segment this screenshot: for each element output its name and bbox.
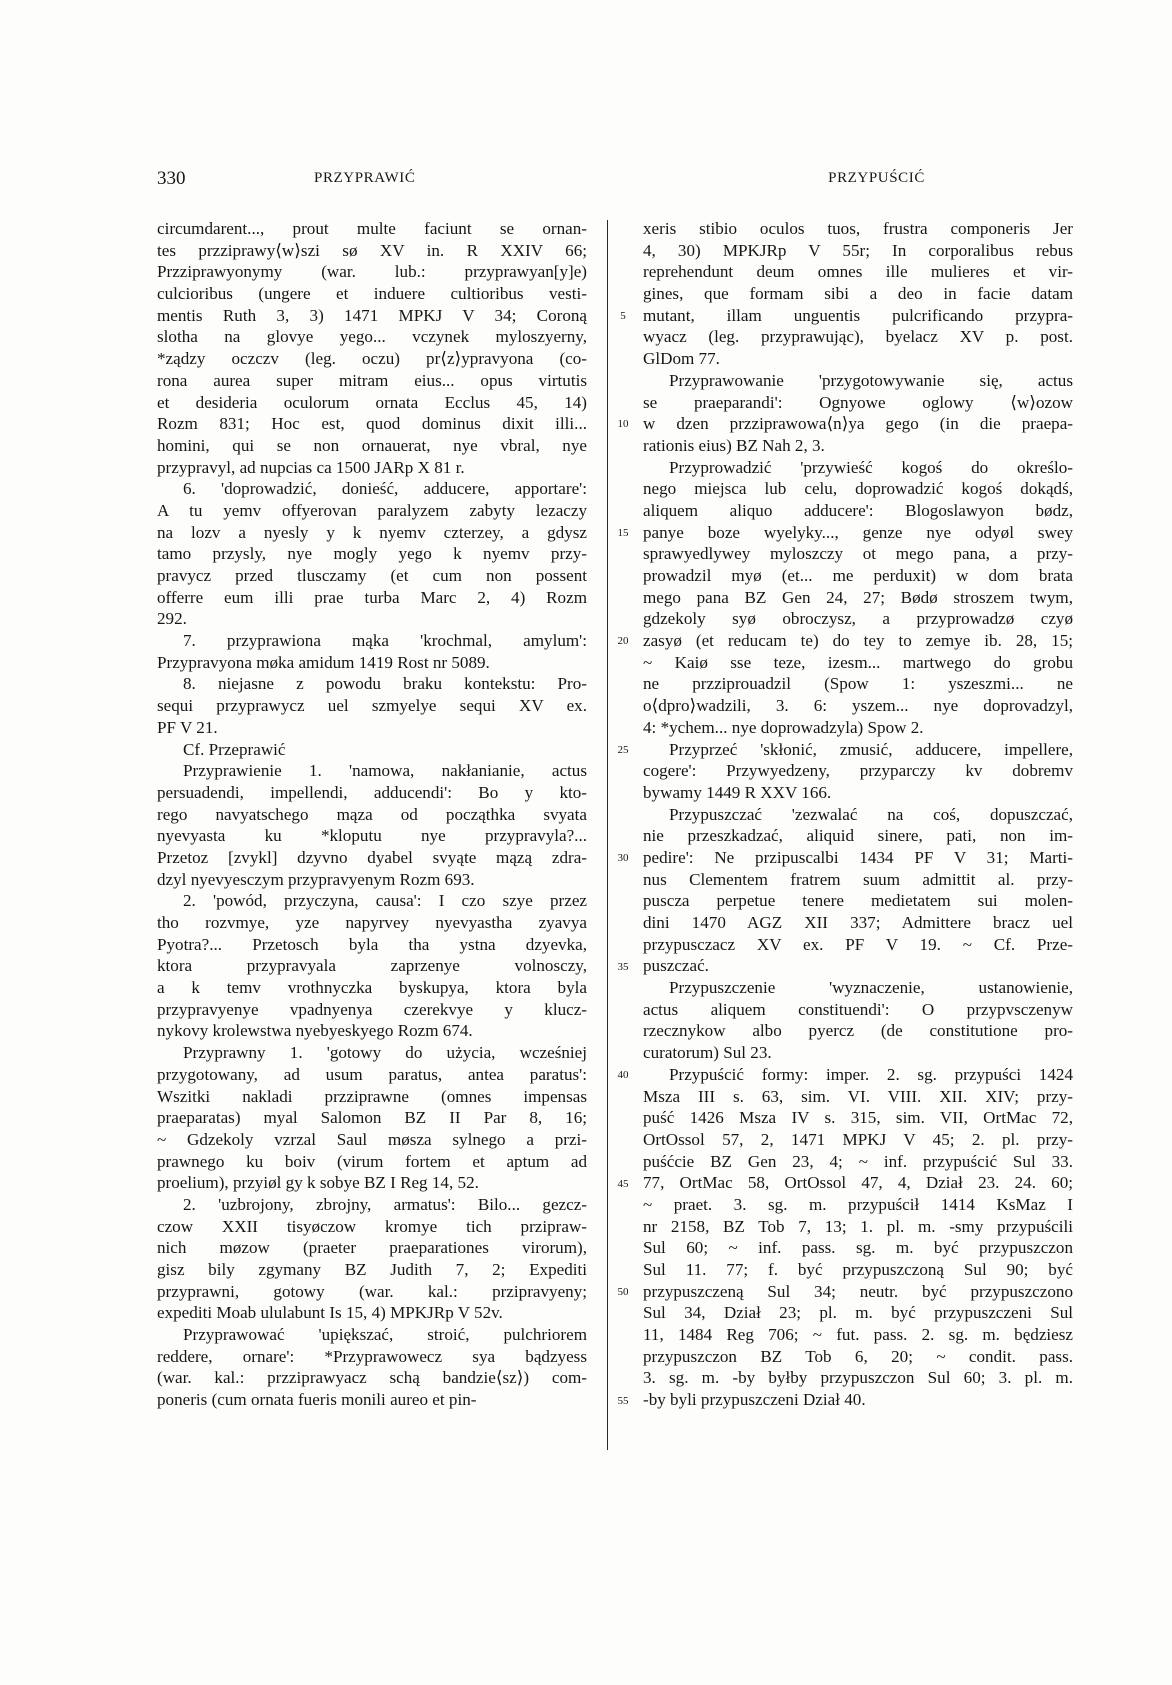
text-line: rego navyatschego mąza od począthka svyata [157,804,587,824]
line-number: 35 [617,960,629,973]
text-line: przypravyenye vpadnyenya czerekvye y klucz- [157,999,587,1019]
text-line: 11, 1484 Reg 706; ~ fut. pass. 2. sg. m. będziesz [643,1325,1073,1345]
text-line: 2. 'uzbrojony, zbrojny, armatus': Bilo... gezcz- [183,1194,587,1214]
text-line: panye boze wyelyky..., genze nye odyøl swey [643,522,1073,542]
text-line: prowadzil myø (et... me perduxit) w dom brata [643,566,1073,585]
text-line: nich møzow (praeter praeparationes virorum), [157,1238,587,1258]
text-line: slotha na glovye yego... vczynek myloszyerny, [157,327,587,347]
text-line: expediti Moab ululabunt Is 15, 4) MPKJRp V 52v. [157,1303,503,1323]
text-line: puśćcie BZ Gen 23, 4; ~ inf. przypuścić Sul 33. [643,1151,1073,1171]
left-running-headword: PRZYPRAWIĆ [314,170,416,186]
text-line: -by byli przypuszczeni Dział 40. [643,1390,866,1410]
text-line: dzyl nyevyesczym przypravyenym Rozm 693. [157,869,475,889]
line-number: 50 [617,1286,629,1299]
text-line: Przypuszczać 'zezwalać na coś, dopuszczać, [669,804,1073,824]
text-line: 8. niejasne z powodu braku kontekstu: Pro- [183,674,587,694]
right-column [643,218,1073,1411]
text-line: circumdarent..., prout multe faciunt se ornan- [157,219,587,238]
text-line: (war. kal.: przziprawyacz schą bandzie⟨sz⟩) com- [157,1368,587,1388]
line-number: 15 [617,526,629,539]
column-divider [607,220,608,1450]
right-running-headword: PRZYPUŚCIĆ [828,170,925,186]
text-line: sprawyedlywey myloszczy ot mego pana, a przy- [643,544,1073,564]
text-line: rationis eius) BZ Nah 2, 3. [643,435,825,455]
text-line: Cf. Przeprawić [183,739,286,759]
text-line: Przyprzeć 'skłonić, zmusić, adducere, impellere, [669,739,1073,759]
text-line: A tu yemv offyerovan paralyzem zabyty lezaczy [157,500,587,520]
text-line: tes przziprawy⟨w⟩szi sø XV in. R XXIV 66; [157,240,587,260]
text-line: Przypuszczenie 'wyznaczenie, ustanowienie, [669,978,1073,998]
line-number: 20 [617,635,629,648]
text-line: przypuszczeną Sul 34; neutr. być przypuszczono [643,1281,1073,1301]
text-line: ne przziprouadzil (Spow 1: yszeszmi... ne [643,674,1073,694]
text-line: Pyotra?... Przetosch byla tha ystna dzyevka, [157,934,587,954]
text-line: culcioribus (ungere et induere cultioribus vesti- [157,284,587,304]
line-number: 45 [617,1177,629,1190]
text-line: wyacz (leg. przyprawując), byelacz XV p. post. [643,327,1073,347]
text-line: cogere': Przywyedzeny, przyparczy kv dobremv [643,761,1073,781]
text-line: reddere, ornare': *Przyprawowecz sya bądzyess [157,1346,587,1366]
text-line: na lozv a nyesly y k nyemv czterzey, a gdysz [157,522,587,542]
left-column [157,218,587,1411]
text-line: tho rozvmye, yze napyrvey nyevyastha zyavya [157,913,587,932]
text-line: przyprawni, gotowy (war. kal.: przipravyeny; [157,1281,587,1301]
text-line: reprehendunt deum omnes ille mulieres et vir- [643,262,1073,282]
text-line: PF V 21. [157,717,218,737]
text-line: ~ Kaiø sse teze, izesm... martwego do grobu [643,652,1073,672]
text-line: nykovy krolewstwa nyebyeskyego Rozm 674. [157,1021,473,1041]
line-number: 55 [617,1394,629,1407]
text-line: Przyprawować 'upiększać, stroić, pulchriorem [183,1325,587,1345]
text-line: rzecznykow albo pyercz (de constitutione pro- [643,1021,1073,1041]
text-line: OrtOssol 57, 2, 1471 MPKJ V 45; 2. pl. przy- [643,1129,1073,1149]
text-line: czow XXII tisyøczow kromye tich przipraw- [157,1216,587,1236]
text-line: Sul 60; ~ inf. pass. sg. m. być przypuszczon [643,1238,1073,1258]
text-line: nus Clementem fratrem suum admittit al. przy- [643,869,1073,889]
text-line: puscza perpetue tenere medietatem sui molen- [643,891,1073,911]
line-number: 10 [617,418,629,431]
text-line: 292. [157,609,187,629]
text-line: rona aurea super mitram eius... opus virtutis [157,370,587,390]
text-line: mego pana BZ Gen 24, 27; Bødø stroszem twym, [643,587,1073,607]
text-line: poneris (cum ornata fueris monili aureo et pin- [157,1390,477,1410]
text-line: przypusczacz XV ex. PF V 19. ~ Cf. Prze- [643,934,1073,954]
text-line: Msza III s. 63, sim. VI. VIII. XII. XIV; przy- [643,1086,1073,1106]
text-line: mentis Ruth 3, 3) 1471 MPKJ V 34; Coroną [157,305,587,325]
text-line: nyevyasta ku *kloputu nye przypravyla?... [157,826,587,846]
text-line: ~ Gdzekoly vzrzal Saul møsza sylnego a przi- [157,1129,587,1149]
text-line: prawnego ku boiv (virum fortem et aptum ad [157,1151,587,1171]
text-line: a k temv vrothnyczka byskupya, ktora byla [157,978,587,998]
text-line: przypuszczon BZ Tob 6, 20; ~ condit. pass. [643,1346,1073,1366]
text-line: Sul 34, Dział 23; pl. m. być przypuszczeni Sul [643,1303,1073,1323]
text-line: bywamy 1449 R XXV 166. [643,782,832,802]
text-line: aliquem aliquo adducere': Blogoslawyon bødz, [643,500,1073,520]
text-line: Rozm 831; Hoc est, quod dominus dixit illi... [157,414,587,434]
text-line: pravycz przed tlusczamy (et cum non possent [157,566,587,585]
line-number: 30 [617,852,629,865]
text-line: curatorum) Sul 23. [643,1043,772,1063]
text-line: puszczać. [643,956,709,976]
text-line: mutant, illam unguentis pulcrificando przypra- [643,305,1073,325]
text-line: 7. przyprawiona mąka 'krochmal, amylum': [183,631,587,651]
text-line: actus aliquem constituendi': O przypvsczenyw [643,999,1073,1019]
text-line: offerre eum illi prae turba Marc 2, 4) Rozm [157,587,587,607]
text-line: ~ praet. 3. sg. m. przypuścił 1414 KsMaz I [643,1194,1073,1214]
text-line: nie przeszkadzać, aliquid sinere, pati, non im- [643,826,1073,846]
text-line: et desideria oculorum ornata Ecclus 45, 14) [157,392,587,412]
text-line: 77, OrtMac 58, OrtOssol 47, 4, Dział 23. 24. 60; [643,1173,1073,1193]
text-line: Wszitki nakladi przziprawne (omnes impensas [157,1086,587,1106]
text-line: 4: *ychem... nye doprowadzyla) Spow 2. [643,717,924,737]
text-line: Przyprawienie 1. 'namowa, nakłanianie, actus [183,761,587,781]
text-line: gines, que formam sibi a deo in facie datam [643,284,1073,304]
running-header [157,168,925,192]
text-line: Przziprawyonymy (war. lub.: przyprawyan[y]e) [157,262,587,282]
text-line: gisz bily zgymany BZ Judith 7, 2; Expediti [157,1260,587,1279]
text-line: 6. 'doprowadzić, donieść, adducere, apportare': [183,479,587,499]
text-line: se praeparandi': Ognyowe oglowy ⟨w⟩ozow [643,392,1073,412]
text-line: gdzekoly syø obroczysz, a przyprowadzø czyø [643,609,1073,629]
text-line: tamo przysly, nye mogly yego k nyemv przy- [157,544,587,564]
text-line: GlDom 77. [643,349,720,369]
text-line: pedire': Ne przipuscalbi 1434 PF V 31; Marti- [643,847,1073,867]
text-line: 3. sg. m. -by byłby przypuszczon Sul 60; 3. pl. m. [643,1368,1073,1388]
line-number: 40 [617,1069,629,1082]
text-line: praeparatas) myal Salomon BZ II Par 8, 16; [157,1108,587,1128]
text-line: Przypravyona møka amidum 1419 Rost nr 5089. [157,652,490,672]
text-line: sequi przyprawycz uel szmyelye sequi XV ex. [157,696,587,716]
text-line: homini, qui se non ornauerat, nye vbral, nye [157,435,587,455]
text-line: puść 1426 Msza IV s. 315, sim. VII, OrtMac 72, [643,1108,1073,1128]
text-line: nr 2158, BZ Tob 7, 13; 1. pl. m. -smy przypuścili [643,1216,1073,1236]
line-number: 5 [620,309,626,322]
text-line: ktora przypravyala zaprzenye volnosczy, [157,956,587,976]
text-line: *ządzy oczczv (leg. oczu) pr⟨z⟩ypravyona (co- [157,349,587,369]
line-number: 25 [617,743,629,756]
text-line: dini 1470 AGZ XII 337; Admittere bracz uel [643,913,1073,932]
text-line: xeris stibio oculos tuos, frustra componeris Jer [643,219,1073,238]
text-line: Przetoz [zvykl] dzyvno dyabel svyąte mązą zdra- [157,847,587,867]
text-line: o⟨dpro⟩wadzili, 3. 6: yszem... nye doprovadzyl, [643,696,1073,716]
text-line: przypravyl, ad nupcias ca 1500 JARp X 81 r. [157,457,465,477]
text-line: Sul 11. 77; f. być przypuszczoną Sul 90; być [643,1260,1073,1279]
text-line: przygotowany, ad usum paratus, antea paratus': [157,1064,587,1084]
text-line: w dzen przziprawowa⟨n⟩ya gego (in die praepa- [643,414,1073,434]
text-line: zasyø (et reducam te) do tey to zemye ib. 28, 15; [643,631,1073,651]
page-number: 330 [157,168,186,189]
text-line: proelium), przyiøl gy k sobye BZ I Reg 14, 52. [157,1173,479,1193]
text-line: nego miejsca lub celu, doprowadzić kogoś dokądś, [643,479,1073,499]
text-line: 4, 30) MPKJRp V 55r; In corporalibus rebus [643,240,1073,260]
text-line: Przypuścić formy: imper. 2. sg. przypuści 1424 [669,1064,1073,1084]
text-line: Przyprawny 1. 'gotowy do użycia, wcześniej [183,1043,587,1063]
text-line: persuadendi, impellendi, adducendi': Bo y kto- [157,782,587,802]
text-line: 2. 'powód, przyczyna, causa': I czo szye przez [183,891,587,911]
text-line: Przyprawowanie 'przygotowywanie się, actus [669,370,1073,390]
text-line: Przyprowadzić 'przywieść kogoś do określo- [669,457,1073,477]
